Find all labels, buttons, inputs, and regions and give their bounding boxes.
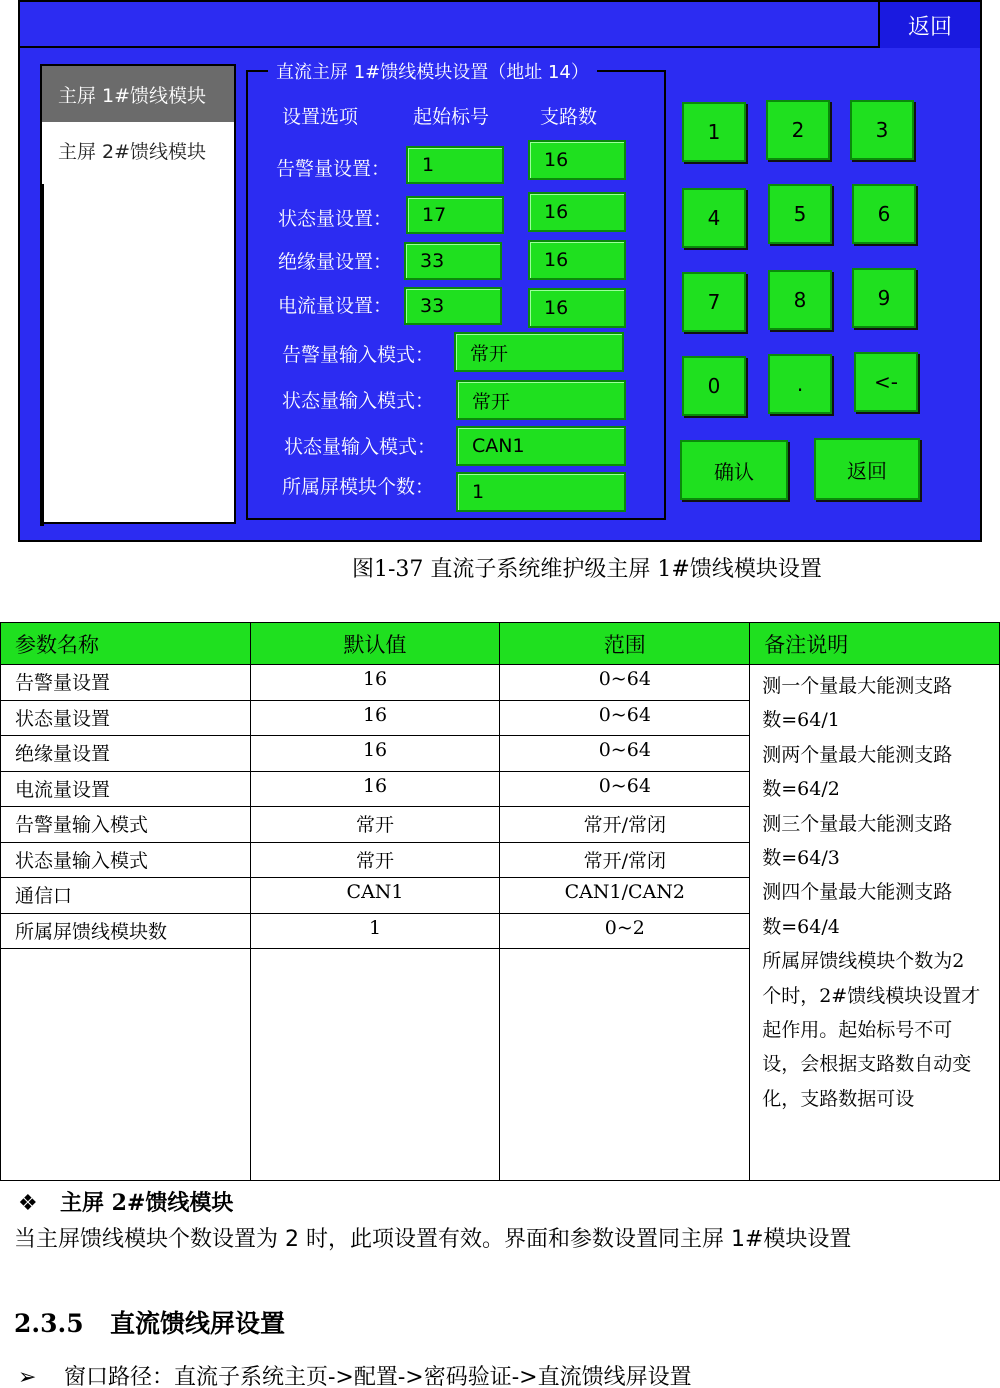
note-line: 数=64/4 (762, 915, 840, 938)
module-count-field[interactable]: 1 (456, 472, 626, 512)
panel-title: 直流主屏 1#馈线模块设置（地址 14） (268, 60, 597, 86)
header-default: 默认值 (250, 623, 500, 665)
key-dot[interactable]: . (768, 354, 832, 414)
key-3[interactable]: 3 (850, 100, 914, 160)
note-line: 数=64/1 (762, 709, 840, 732)
key-9[interactable]: 9 (852, 268, 916, 328)
section-number: 2.3.5 (14, 1309, 84, 1338)
param-default: CAN1 (250, 878, 500, 914)
table-row (1, 665, 1000, 701)
param-name: 告警量输入模式 (1, 807, 251, 843)
insulation-start-field[interactable]: 33 (404, 242, 502, 280)
key-8[interactable]: 8 (768, 270, 832, 330)
param-default: 16 (250, 700, 500, 736)
param-name: 所属屏馈线模块数 (1, 913, 251, 949)
window-path (18, 1360, 692, 1388)
note-line: 测四个量最大能测支路 (762, 881, 953, 904)
alarm-input-mode-field[interactable]: 常开 (454, 332, 624, 372)
alarm-start-field[interactable]: 1 (406, 146, 504, 184)
mode-label-alarm-input: 告警量输入模式： (282, 344, 435, 366)
mode-label-module-count: 所属屏模块个数： (282, 476, 435, 498)
note-line: 测一个量最大能测支路 (762, 675, 953, 697)
alarm-count-field[interactable]: 16 (528, 140, 626, 180)
param-range: 0~64 (500, 771, 750, 807)
row-label-alarm: 告警量设置： (276, 158, 391, 180)
header-range: 范围 (500, 623, 750, 665)
back-button[interactable]: 返回 (814, 438, 920, 500)
note-line: 测两个量最大能测支路 (762, 743, 953, 766)
parameter-table (0, 622, 1000, 1181)
key-6[interactable]: 6 (852, 184, 916, 244)
key-4[interactable]: 4 (682, 188, 746, 248)
param-range: 0~64 (500, 736, 750, 772)
param-default: 16 (250, 736, 500, 772)
table-header-row (1, 623, 1000, 665)
comm-port-field[interactable]: CAN1 (456, 426, 626, 466)
note-line: 测三个量最大能测支路 (762, 812, 953, 835)
empty-cell (250, 949, 500, 1181)
status-start-field[interactable]: 17 (406, 196, 504, 234)
note-line: 化，支路数据可设 (762, 1087, 915, 1110)
param-name: 告警量设置 (1, 665, 251, 701)
row-label-current: 电流量设置： (278, 295, 393, 317)
hmi-screen (18, 0, 982, 542)
param-default: 16 (250, 771, 500, 807)
empty-cell (1, 949, 251, 1181)
param-name: 状态量设置 (1, 700, 251, 736)
module-item-2[interactable]: 主屏 2#馈线模块 (58, 140, 207, 163)
key-backspace[interactable]: <- (854, 352, 918, 412)
row-label-insulation: 绝缘量设置： (278, 251, 393, 273)
param-range: CAN1/CAN2 (500, 878, 750, 914)
param-name: 通信口 (1, 878, 251, 914)
key-2[interactable]: 2 (766, 100, 830, 160)
figure-caption: 图1-37 直流子系统维护级主屏 1#馈线模块设置 (352, 557, 822, 582)
param-default: 1 (250, 913, 500, 949)
top-back-button[interactable]: 返回 (878, 2, 980, 48)
confirm-button[interactable]: 确认 (680, 440, 788, 500)
mode-label-status-input: 状态量输入模式： (282, 390, 435, 412)
key-7[interactable]: 7 (682, 272, 746, 332)
note-line: 设，会根据支路数自动变 (762, 1053, 972, 1076)
diamond-bullet-icon: ❖ (18, 1191, 38, 1216)
header-note: 备注说明 (750, 623, 1000, 665)
status-count-field[interactable]: 16 (528, 192, 626, 232)
current-start-field[interactable]: 33 (404, 287, 502, 325)
hmi-top-bar (20, 2, 980, 48)
key-5[interactable]: 5 (768, 184, 832, 244)
note-cell (750, 665, 1000, 1181)
param-name: 绝缘量设置 (1, 736, 251, 772)
window-path-text: 窗口路径：直流子系统主页->配置->密码验证->直流馈线屏设置 (64, 1365, 692, 1388)
col-header-count: 支路数 (540, 106, 598, 128)
module-list (40, 64, 236, 524)
param-default: 常开 (250, 842, 500, 878)
key-0[interactable]: 0 (682, 356, 746, 416)
empty-cell (500, 949, 750, 1181)
mode-label-comm: 状态量输入模式： (284, 436, 437, 458)
current-count-field[interactable]: 16 (528, 288, 626, 328)
param-range: 0~64 (500, 700, 750, 736)
param-range: 0~64 (500, 665, 750, 701)
insulation-count-field[interactable]: 16 (528, 240, 626, 280)
section-heading-text: 直流馈线屏设置 (110, 1309, 286, 1338)
note-line: 数=64/3 (762, 847, 840, 870)
header-param-name: 参数名称 (1, 623, 251, 665)
note-line: 数=64/2 (762, 778, 840, 801)
param-range: 常开/常闭 (500, 842, 750, 878)
param-name: 电流量设置 (1, 771, 251, 807)
module-item-1[interactable]: 主屏 1#馈线模块 (42, 66, 234, 122)
subsection-title (18, 1186, 233, 1217)
param-name: 状态量输入模式 (1, 842, 251, 878)
param-range: 0~2 (500, 913, 750, 949)
subsection-title-text: 主屏 2#馈线模块 (60, 1190, 234, 1216)
section-heading (14, 1304, 285, 1340)
col-header-option: 设置选项 (282, 106, 359, 128)
param-default: 16 (250, 665, 500, 701)
note-line: 个时，2#馈线模块设置才 (762, 984, 981, 1007)
status-input-mode-field[interactable]: 常开 (456, 380, 626, 420)
row-label-status: 状态量设置： (278, 208, 393, 230)
param-default: 常开 (250, 807, 500, 843)
list-border-mark (40, 184, 44, 526)
arrow-bullet-icon: ➢ (18, 1365, 37, 1388)
col-header-start: 起始标号 (413, 106, 490, 128)
note-line: 起作用。起始标号不可 (762, 1019, 953, 1042)
param-range: 常开/常闭 (500, 807, 750, 843)
key-1[interactable]: 1 (682, 102, 746, 162)
body-paragraph: 当主屏馈线模块个数设置为 2 时，此项设置有效。界面和参数设置同主屏 1#模块设置 (14, 1227, 852, 1252)
note-line: 所属屏馈线模块个数为2 (762, 950, 965, 973)
